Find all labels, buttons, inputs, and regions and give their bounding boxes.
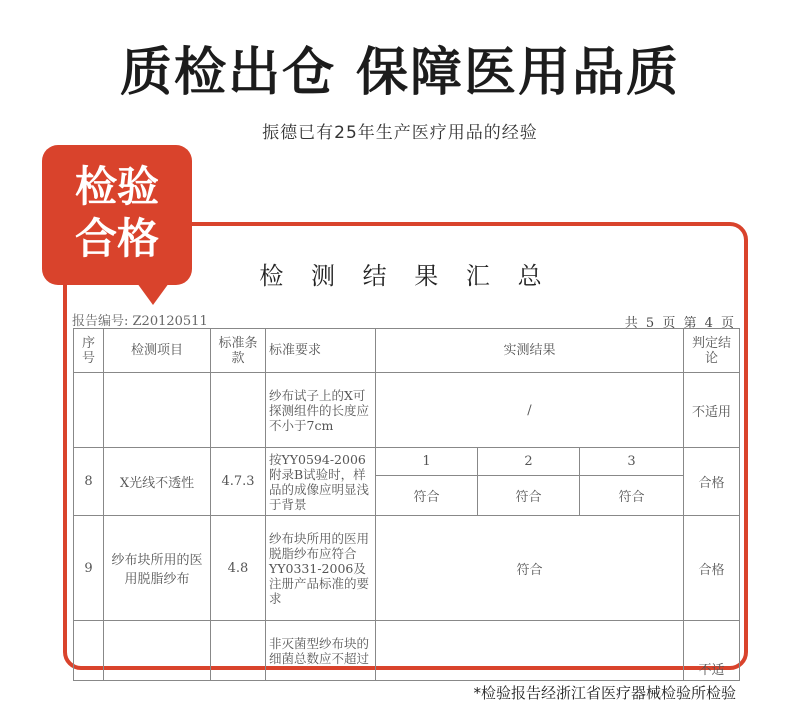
result-cell: 符合 [376, 516, 684, 621]
col-item: 检测项目 [104, 329, 211, 373]
judgement-cell: 不适用 [684, 373, 740, 448]
item-cell: X光线不透性 [104, 448, 211, 516]
clause-cell: 4.8 [211, 516, 266, 621]
sample-number: 3 [580, 448, 684, 476]
judgement-cell: 合格 [684, 448, 740, 516]
col-seq: 序号 [74, 329, 104, 373]
judgement-cell: 合格 [684, 516, 740, 621]
col-result: 实测结果 [376, 329, 684, 373]
col-clause: 标准条款 [211, 329, 266, 373]
item-cell: 纱布块所用的医用脱脂纱布 [104, 516, 211, 621]
badge-pointer [137, 283, 169, 305]
table-row [74, 448, 740, 476]
requirement-cell: 非灭菌型纱布块的细菌总数应不超过 [266, 621, 376, 681]
seq-cell: 9 [74, 516, 104, 621]
table-row [74, 516, 740, 621]
results-table [73, 328, 740, 681]
footnote: *检验报告经浙江省医疗器械检验所检验 [473, 684, 736, 702]
judgement-cell: 不适 [684, 621, 740, 681]
report-number: 报告编号: Z20120511 [72, 314, 208, 329]
requirement-cell: 按YY0594-2006附录B试验时，样品的成像应明显浅于背景 [266, 448, 376, 516]
headline: 质检出仓 保障医用品质 [119, 43, 681, 103]
seq-cell: 8 [74, 448, 104, 516]
result-cell: / [376, 373, 684, 448]
table-row [74, 621, 740, 681]
document-title: 检 测 结 果 汇 总 [259, 262, 552, 290]
sample-result: 符合 [580, 476, 684, 516]
requirement-cell: 纱布试子上的X可探测组件的长度应不小于7cm [266, 373, 376, 448]
sample-result: 符合 [478, 476, 580, 516]
inspection-passed-badge [42, 145, 192, 285]
badge-line-1: 检验 [74, 162, 159, 211]
table-row [74, 373, 740, 448]
clause-cell: 4.7.3 [211, 448, 266, 516]
sample-result: 符合 [376, 476, 478, 516]
badge-line-2: 合格 [74, 214, 159, 263]
col-judgement: 判定结论 [684, 329, 740, 373]
requirement-cell: 纱布块所用的医用脱脂纱布应符合YY0331-2006及注册产品标准的要求 [266, 516, 376, 621]
sample-number: 1 [376, 448, 478, 476]
page-info: 共 5 页 第 4 页 [624, 316, 734, 331]
subline: 振德已有25年生产医疗用品的经验 [262, 123, 538, 143]
col-requirement: 标准要求 [266, 329, 376, 373]
header-row [74, 329, 740, 373]
sample-number: 2 [478, 448, 580, 476]
